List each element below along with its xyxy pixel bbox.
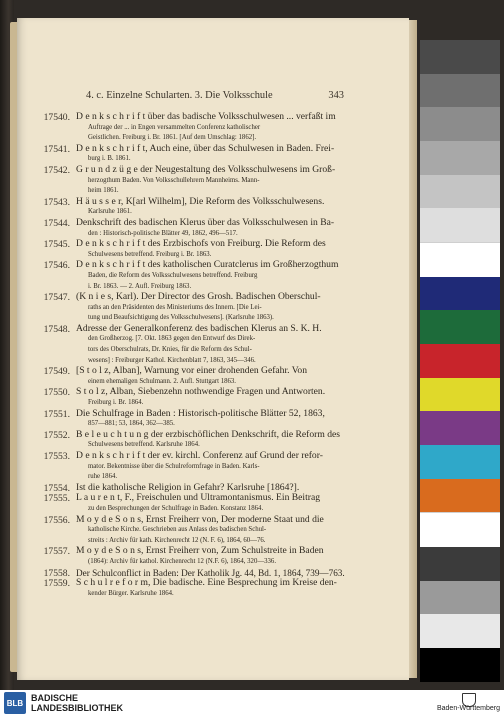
entry-text-line: den Großherzog. [7. Okt. 1863 gegen den Entwurf des Direk- <box>88 335 256 343</box>
bibliography-entry <box>40 515 345 547</box>
entry-text-line: S t o l z, Alban, Siebenzehn nothwendige Fragen und Antworten. <box>76 386 326 398</box>
entry-text-line: Der Schulconflict in Baden: Der Katholik Jg. 44, Bd. 1, 1864, 739—763. <box>76 567 345 578</box>
entry-text-line: D e n k s c h r i f t, Auch eine, über das Schulwesen in Baden. Frei- <box>76 142 335 154</box>
library-name <box>31 693 123 713</box>
state-name: Baden-Württemberg <box>436 705 500 712</box>
entry-text-line: D e n k s c h r i f t der ev. kirchl. Conferenz auf Grund der refor- <box>76 450 323 461</box>
bibliography-entry <box>40 239 345 260</box>
entry-text-line: D e n k s c h r i f t über das badische Volksschulwesen ... verfaßt im <box>76 111 336 122</box>
entry-number: 17550. <box>43 387 70 399</box>
entry-text-line: einem ehemaligen Schulmann. 2. Aufl. Stuttgart 1863. <box>88 377 236 385</box>
entry-text-line: G r u n d z ü g e der Neugestaltung des Volksschulwesens im Groß- <box>76 163 336 175</box>
entry-text-line: Karlsruhe 1861. <box>88 208 132 216</box>
library-name-line2: LANDESBIBLIOTHEK <box>31 703 123 713</box>
entry-number: 17548. <box>43 323 70 335</box>
color-swatch <box>420 310 500 344</box>
bibliography-entry <box>40 260 345 292</box>
entry-text-line: Auftrage der ... in Engen versammelten Conferenz katholischer <box>88 123 261 131</box>
color-swatch <box>420 378 500 412</box>
entry-number: 17552. <box>43 429 70 441</box>
entry-text-line: tung und Beaufsichtigung des Volksschulwesens]. (Karlsruhe 1863). <box>88 314 274 322</box>
entry-text-line: Schulwesens betreffend. Freiburg i. Br. 1863. <box>88 250 212 258</box>
color-swatch <box>420 547 500 581</box>
entry-text-line: S c h u l r e f o r m, Die badische. Eine Besprechung im Kreise den- <box>76 577 337 589</box>
bibliography-entry <box>40 324 345 366</box>
entry-number: 17555. <box>43 493 70 505</box>
entry-number: 17544. <box>43 217 70 229</box>
bibliography-entry <box>40 292 345 324</box>
entry-text-line: 857—881; 53, 1864, 362—385. <box>88 420 175 428</box>
entry-text-line: zu den Besprechungen der Schulfrage in Baden. Konstanz 1864. <box>88 504 264 512</box>
entry-number: 17546. <box>43 260 70 272</box>
bibliography-entry <box>40 165 345 197</box>
entry-text-line: Geistlichen. Freiburg i. Br. 1861. [Auf dem Umschlag: 1862]. <box>88 134 257 142</box>
entry-text-line: raths an den Präsidenten des Ministeriums des Innern. [Die Lei- <box>88 303 262 311</box>
color-swatch <box>420 208 500 242</box>
bibliography-entry <box>40 451 345 483</box>
entry-text-line: ruhe 1864. <box>88 473 118 481</box>
bibliography-entry <box>40 144 345 165</box>
color-swatch <box>420 74 500 108</box>
chapter-title: 4. c. Einzelne Schularten. 3. Die Volksschule <box>86 90 273 101</box>
bibliography-entry <box>40 409 345 430</box>
entry-text-line: (K n i e s, Karl). Der Director des Grosh. Badischen Oberschul- <box>76 291 321 303</box>
entry-text-line: kender Bürger. Karlsruhe 1864. <box>88 589 174 597</box>
entry-text-line: streits : Archiv für kath. Kirchenrecht 12 (N. F. 6), 1864, 60—76. <box>88 536 266 544</box>
entry-text-line: M o y d e S o n s, Ernst Freiherr von, Zum Schulstreite in Baden <box>76 545 324 557</box>
color-swatch <box>420 648 500 682</box>
entry-text-line: heim 1861. <box>88 187 119 195</box>
page-number: 343 <box>328 90 344 101</box>
entry-number: 17557. <box>43 546 70 558</box>
entry-number: 17553. <box>43 451 70 462</box>
entry-text-line: Die Schulfrage in Baden : Historisch-politische Blätter 52, 1863, <box>76 407 325 419</box>
entry-text-line: burg i. B. 1861. <box>88 155 131 163</box>
entry-text-line: tors des Oberschulrats, Dr. Knies, für die Reform des Schul- <box>88 346 252 354</box>
entry-text-line: D e n k s c h r i f t des katholischen Curatclerus im Großherzogthum <box>76 259 339 271</box>
color-swatch <box>420 141 500 175</box>
page-edges <box>409 20 417 678</box>
library-name-line1: BADISCHE <box>31 693 79 703</box>
color-swatch <box>420 344 500 378</box>
color-swatch <box>420 40 500 74</box>
entry-text-line: katholische Kirche. Geschrieben aus Anlass des badischen Schul- <box>88 526 267 534</box>
color-swatch <box>420 581 500 615</box>
bibliography-entry <box>40 197 345 218</box>
entry-text-line: Freiburg i. Br. 1864. <box>88 399 144 407</box>
color-swatch <box>420 277 500 311</box>
color-calibration-strip <box>420 40 500 680</box>
entry-number: 17540. <box>43 112 70 123</box>
color-swatch <box>420 242 500 277</box>
entry-text-line: Adresse der Generalkonferenz des badischen Klerus an S. K. H. <box>76 322 322 334</box>
bibliography-entry <box>40 493 345 514</box>
bibliography-entry <box>40 112 345 144</box>
color-swatch <box>420 512 500 547</box>
color-swatch <box>420 614 500 648</box>
entry-number: 17541. <box>43 143 70 155</box>
entry-text-line: H ä u s s e r, K[arl Wilhelm], Die Reform des Volksschulwesens. <box>76 195 325 207</box>
entry-number: 17547. <box>43 292 70 304</box>
bibliography-entry <box>40 218 345 239</box>
color-swatch <box>420 411 500 445</box>
entry-text-line: B e l e u c h t u n g der erzbischöflichen Denkschrift, die Reform des <box>76 428 341 440</box>
bibliography-entry <box>40 546 345 567</box>
entry-number: 17551. <box>43 408 70 420</box>
entry-text-line: i. Br. 1863. — 2. Aufl. Freiburg 1863. <box>88 282 192 290</box>
color-swatch <box>420 107 500 141</box>
color-swatch <box>420 479 500 513</box>
entry-text-line: Denkschrift des badischen Klerus über das Volksschulwesen in Ba- <box>76 216 335 228</box>
entry-number: 17558. <box>43 567 70 579</box>
entry-number: 17559. <box>43 578 70 590</box>
entry-text-line: den : Historisch-politische Blätter 49, 1862, 496—517. <box>88 229 238 237</box>
entry-number: 17549. <box>43 366 70 378</box>
entry-number: 17545. <box>43 239 70 251</box>
entry-number: 17556. <box>43 514 70 526</box>
entry-text-line: Schulwesens betreffend. Karlsruhe 1864. <box>88 441 200 449</box>
entry-text-line: mator. Bekentnisse über die Schulreformfrage in Baden. Karls- <box>88 462 260 470</box>
entry-text-line: L a u r e n t, F., Freischulen und Ultramontanismus. Ein Beitrag <box>76 492 321 504</box>
entry-text-line: (1864): Archiv für kathol. Kirchenrecht 12 (N.F. 6), 1864, 320—336. <box>88 557 277 565</box>
digitization-footer <box>0 690 504 717</box>
entry-number: 17543. <box>43 196 70 208</box>
bibliography-entry <box>40 366 345 387</box>
bibliography-entry <box>40 387 345 408</box>
bibliography-list <box>40 112 345 599</box>
entry-number: 17554. <box>43 482 70 494</box>
entry-text-line: wesens] : Freiburger Kathol. Kirchenblatt 7, 1863, 345—346. <box>88 356 256 364</box>
entry-text-line: Ist die katholische Religion in Gefahr? Karlsruhe [1864?]. <box>76 481 300 493</box>
color-swatch <box>420 175 500 209</box>
entry-number: 17542. <box>43 164 70 176</box>
entry-text-line: Baden, die Reform des Volksschulwesens betreffend. Freiburg <box>88 271 258 279</box>
entry-text-line: D e n k s c h r i f t des Erzbischofs von Freiburg. Die Reform des <box>76 238 326 250</box>
entry-text-line: herzogthum Baden. Von Volksschullehrern Mannheims. Mann- <box>88 176 260 184</box>
entry-text-line: [S t o l z, Alban], Warnung vor einer drohenden Gefahr. Von <box>76 365 308 377</box>
blb-logo-icon: BLB <box>4 692 26 714</box>
bibliography-entry <box>40 578 345 599</box>
entry-text-line: M o y d e S o n s, Ernst Freiherr von, Der moderne Staat und die <box>76 513 324 525</box>
color-swatch <box>420 445 500 479</box>
bibliography-entry <box>40 430 345 451</box>
